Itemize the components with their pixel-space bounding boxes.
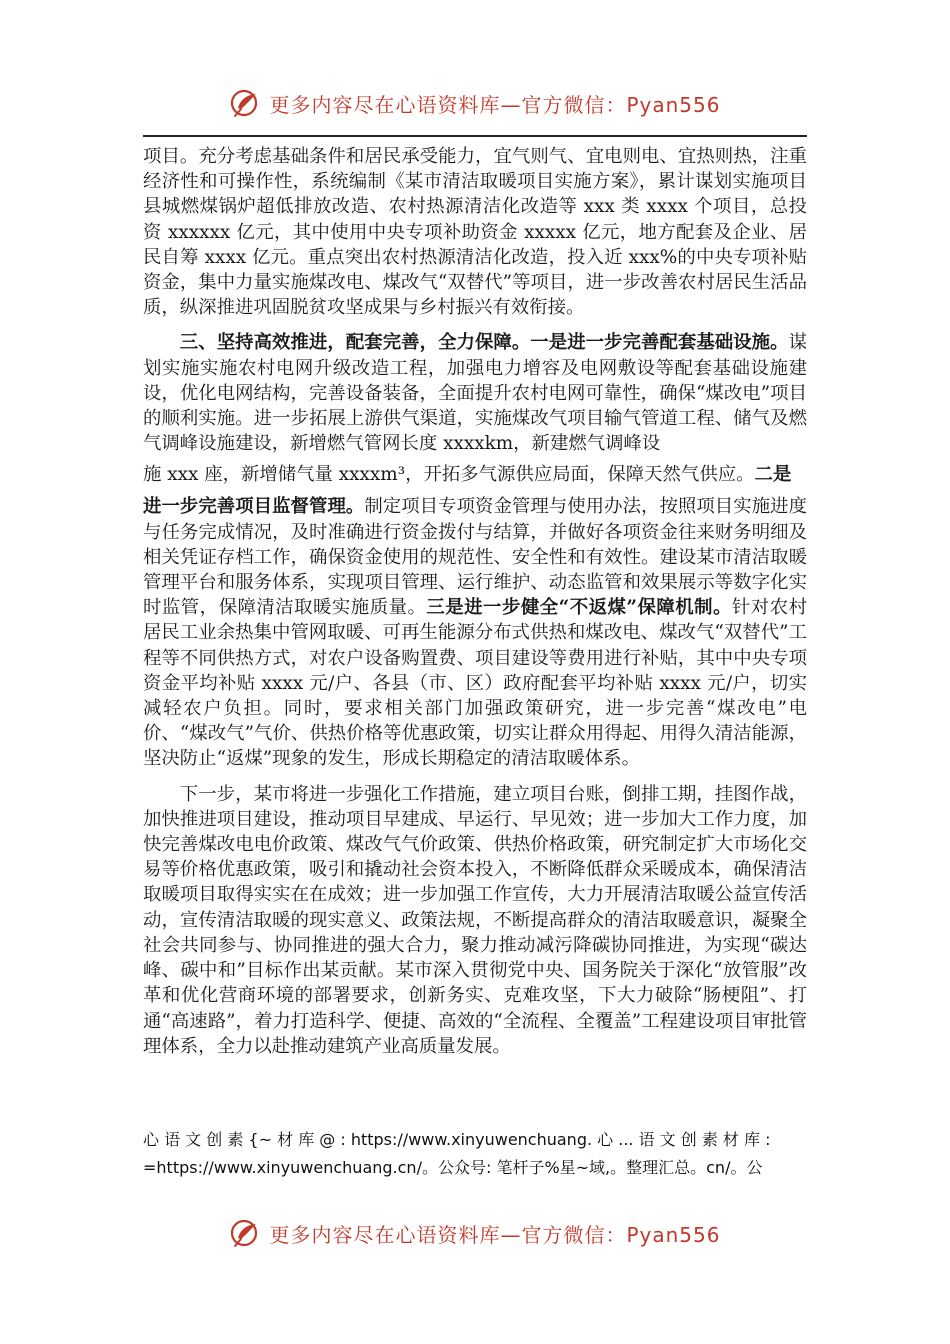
paragraph-3: 下一步，某市将进一步强化工作措施，建立项目台账，倒排工期，挂图作战，加快推进项目建设，推动项目早建成、早运行、早见效；进一步加大工作力度，加快完善煤改电电价政策、煤改气气价政策、供热价格政策，研究制定扩大市场化交易等价格优惠政策，吸引和撬动社会资本投入，不断降低群众采暖成本，确保清洁取暖项目取得实实在在成效；进一步加强工作宣传，大力开展清洁取暖公益宣传活动，宣传清洁取暖的现实意义、政策法规，不断提高群众的清洁取暖意识，凝聚全社会共同参与、协同推进的强大合力，聚力推动减污降碳协同推进，为实现“碳达峰、碳中和”目标作出某贡献。某市深入贯彻党中央、国务院关于深化“放管服”改革和优化营商环境的部署要求，创新务实、克难攻坚，下大力破除“肠梗阻”、打通“高速路”，着力打造科学、便捷、高效的“全流程、全覆盖”工程建设项目审批管理体系，全力以赴推动建筑产业高质量发展。 <box>143 783 807 1057</box>
paragraph-2 <box>143 330 807 456</box>
header-divider <box>143 135 807 137</box>
paragraph-2-text-2: 施 xxx 座，新增储气量 xxxxm³，开拓多气源供应局面，保障天然气供应。 <box>143 464 755 486</box>
paragraph-2-text-1: 谋划实施实施农村电网升级改造工程，加强电力增容及电网敷设等配套基础设施建设，优化电网结构，完善设备装备，全面提升农村电网可靠性，确保“煤改电”项目的顺利实施。进一步拓展上游供气渠道，实施煤改气项目输气管道工程、储气及燃气调峰设施建设，新增燃气管网长度 xxxxkm，新建燃气调峰设 <box>143 332 807 455</box>
subheading-2: 进一步完善项目监督管理。 <box>143 496 365 518</box>
subheading-3: 三是进一步健全“不返煤”保障机制。 <box>426 597 732 619</box>
document-body <box>143 144 807 1059</box>
footer-line-2: =https://www.xinyuwenchuang.cn/。公众号: 笔杆子%星~域,。整理汇总。cn/。公 <box>143 1158 763 1177</box>
footer-banner <box>0 1208 950 1258</box>
paragraph-2-text-4: 针对农村居民工业余热集中管网取暖、可再生能源分布式供热和煤改电、煤改气“双替代”工程等不同供热方式，对农户设备购置费、项目建设等费用进行补贴，其中中央专项资金平均补贴 xxxx 元/户、各县（市、区）政府配套平均补贴 xxxx 元/户，切实减轻农户负担。同时，要求相关部门加强政策研究，进一步完善“煤改电”电价、“煤改气”气价、供热价格等优惠政策，切实让群众用得起、用得久清洁能源，坚决防止“返煤”现象的发生，形成长期稳定的清洁取暖体系。 <box>143 597 807 770</box>
header-banner <box>0 78 950 128</box>
brand-logo-icon <box>229 1216 263 1250</box>
paragraph-2-cont <box>143 494 807 771</box>
footer-line-1: 心 语 文 创 素 {~ 材 库 @ : https://www.xinyuwenchuang. 心 ... 语 文 创 素 材 库 : <box>143 1130 771 1149</box>
brand-logo-icon <box>229 86 263 120</box>
paragraph-2-text-3: 制定项目专项资金管理与使用办法，按照项目实施进度与任务完成情况，及时准确进行资金拨付与结算，并做好各项资金往来财务明细及相关凭证存档工作，确保资金使用的规范性、安全性和有效性。建设某市清洁取暖管理平台和服务体系，实现项目管理、运行维护、动态监管和效果展示等数字化实时监管，保障清洁取暖实施质量。 <box>143 496 807 619</box>
paragraph-1: 项目。充分考虑基础条件和居民承受能力，宜气则气、宜电则电、宜热则热，注重经济性和可操作性，系统编制《某市清洁取暖项目实施方案》，累计谋划实施项目县城燃煤锅炉超低排放改造、农村热源清洁化改造等 xxx 类 xxxx 个项目，总投资 xxxxxx 亿元，其中使用中央专项补助资金 xxxxx 亿元，地方配套及企业、居民自筹 xxxx 亿元。重点突出农村热源清洁化改造，投入近 xxx%的中央专项补贴资金，集中力量实施煤改电、煤改气“双替代”等项目，进一步改善农村居民生活品质，纵深推进巩固脱贫攻坚成果与乡村振兴有效衔接。 <box>143 146 807 319</box>
paragraph-2-line <box>143 456 807 494</box>
banner-text: 更多内容尽在心语资料库—官方微信：Pyan556 <box>269 1222 721 1247</box>
banner-text: 更多内容尽在心语资料库—官方微信：Pyan556 <box>269 92 721 117</box>
footer-note <box>143 1126 813 1182</box>
section-heading-3: 三、坚持高效推进，配套完善，全力保障。一是进一步完善配套基础设施。 <box>179 332 789 354</box>
subheading-2-prefix: 二是 <box>754 464 792 486</box>
